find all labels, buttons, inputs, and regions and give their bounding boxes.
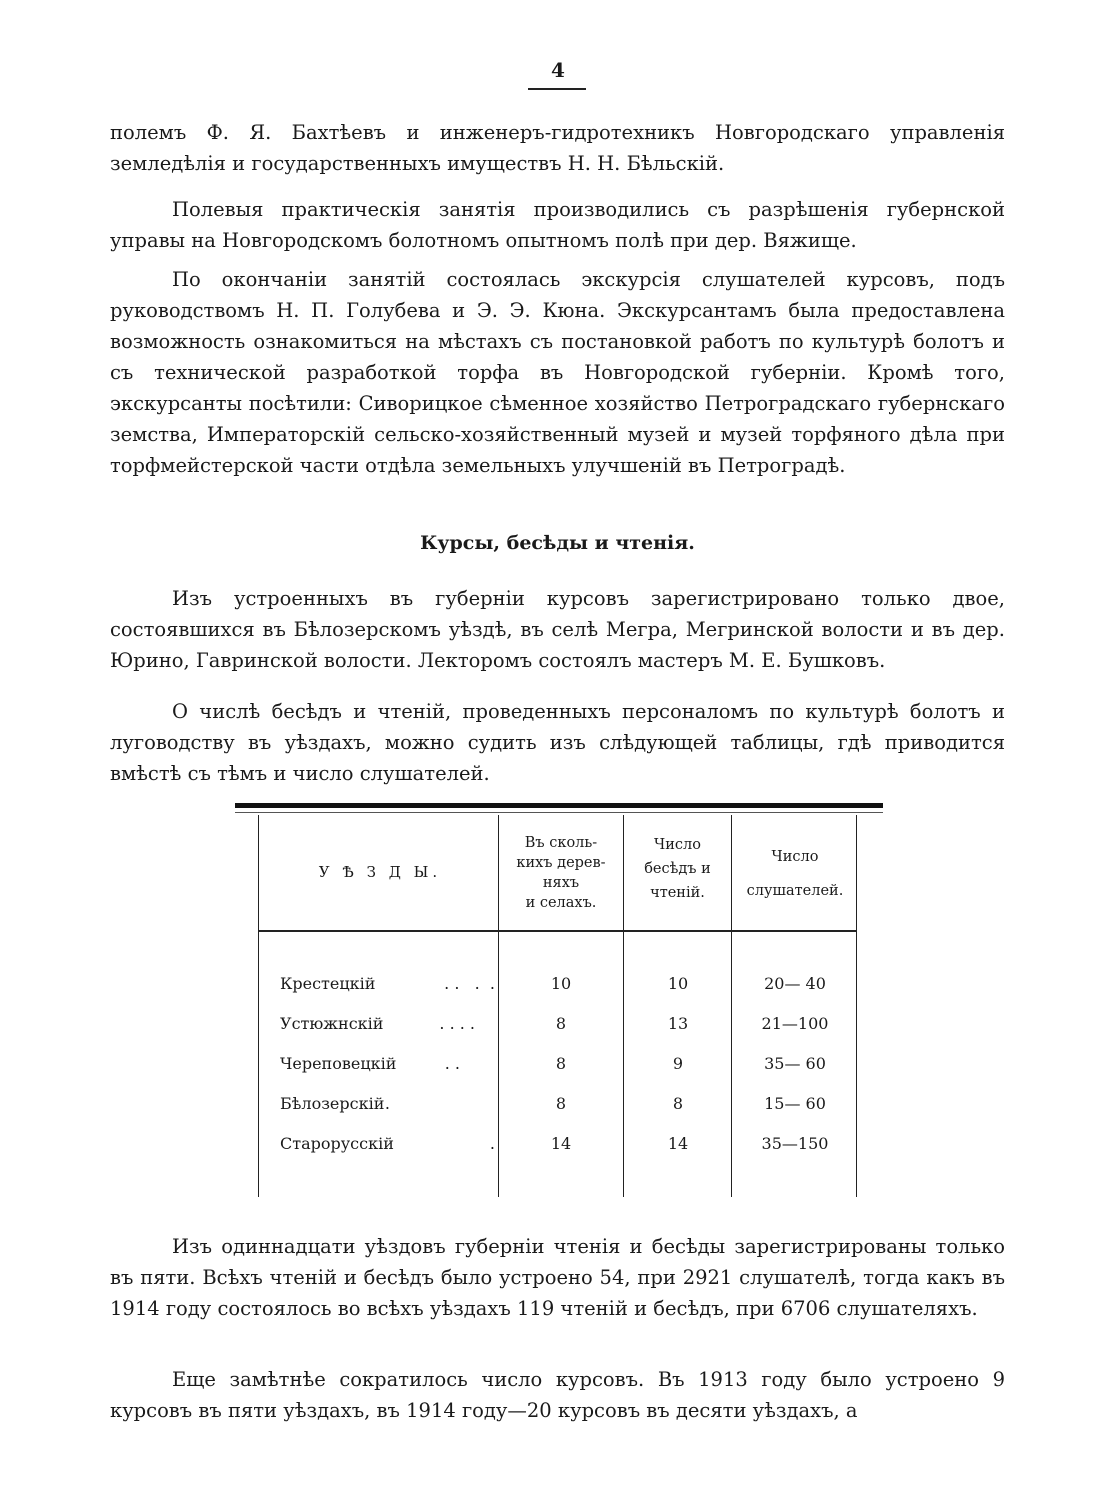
paragraph-2: Полевыя практическія занятія производились съ разрѣшенія губернской управы на Новгородскомъ болотномъ опытномъ полѣ при дер. Вяжище. [110, 198, 1005, 252]
page-number: 4 [551, 58, 565, 82]
table-right-border [856, 815, 857, 1197]
table-left-border [258, 815, 259, 1197]
table-cell-listeners: 21—100 [761, 1014, 829, 1033]
table-cell-villages: 8 [555, 1094, 567, 1113]
table-cell-leader-dots: . . . . [439, 1014, 475, 1033]
table-col-divider [731, 815, 732, 1197]
table-cell-district: Устюжнскій [280, 1014, 384, 1033]
table-cell-villages: 14 [550, 1134, 572, 1153]
table-cell-talks: 14 [667, 1134, 689, 1153]
table-cell-talks: 8 [672, 1094, 684, 1113]
table-header-talks: Число бесѣдъ и чтеній. [644, 837, 711, 901]
table-cell-district: Старорусскій [280, 1134, 394, 1153]
paragraph-1: полемъ Ф. Я. Бахтѣевъ и инженеръ-гидротехникъ Новгородскаго управленія земледѣлія и государственныхъ имуществъ Н. Н. Бѣльскій. [110, 121, 1005, 175]
table-header-villages: Въ сколь- кихъ дерев- няхъ и селахъ. [516, 835, 606, 911]
table-cell-listeners: 35—150 [761, 1134, 829, 1153]
table-cell-leader-dots: . . [444, 1054, 460, 1073]
table-cell-district: Крестецкій [280, 974, 376, 993]
section-heading: Курсы, бесѣды и чтенія. [420, 532, 695, 554]
table-header-listeners: Число слушателей. [746, 849, 844, 899]
table-cell-listeners: 15— 60 [764, 1094, 826, 1113]
table-cell-villages: 10 [550, 974, 572, 993]
table-cell-leader-dots: . [489, 1134, 495, 1153]
table-col-divider [623, 815, 624, 1197]
page-number-rule [528, 88, 586, 90]
table-cell-leader-dots: . [384, 1094, 390, 1113]
paragraph-7: Еще замѣтнѣе сократилось число курсовъ. Въ 1913 году было устроено 9 курсовъ въ пяти уѣздахъ, въ 1914 году—20 курсовъ въ десяти уѣздахъ, а [110, 1368, 1005, 1422]
table-cell-district: Бѣлозерскій [280, 1094, 385, 1113]
paragraph-5: О числѣ бесѣдъ и чтеній, проведенныхъ персоналомъ по культурѣ болотъ и луговодству въ уѣздахъ, можно судить изъ слѣдующей таблицы, гдѣ приводится вмѣстѣ съ тѣмъ и число слушателей. [110, 700, 1005, 785]
table-cell-villages: 8 [555, 1054, 567, 1073]
table-cell-listeners: 20— 40 [764, 974, 826, 993]
table-cell-listeners: 35— 60 [764, 1054, 826, 1073]
paragraph-3: По окончаніи занятій состоялась экскурсія слушателей курсовъ, подъ руководствомъ Н. П. Голубева и Э. Э. Кюна. Экскурсантамъ была предоставлена возможность ознакомиться на мѣстахъ съ постановкой работъ по культурѣ болотъ и съ технической разработкой торфа въ Новгородской губерніи. Кромѣ того, экскурсанты посѣтили: Сиворицкое сѣменное хозяйство Петроградскаго губернскаго земства, Императорскій сельско-хозяйственный музей и музей торфяного дѣла при торфмейстерской части отдѣла земельныхъ улучшеній въ Петроградѣ. [110, 268, 1005, 477]
table-top-rule [235, 803, 883, 808]
table-header-districts: У Ѣ З Д Ы. [318, 863, 442, 881]
paragraph-6: Изъ одиннадцати уѣздовъ губерніи чтенія и бесѣды зарегистрированы только въ пяти. Всѣхъ чтеній и бесѣдъ было устроено 54, при 2921 слушателѣ, тогда какъ въ 1914 году состоялось во всѣхъ уѣздахъ 119 чтеній и бесѣдъ, при 6706 слушателяхъ. [110, 1235, 1005, 1320]
table-cell-talks: 9 [672, 1054, 684, 1073]
table-cell-talks: 10 [667, 974, 689, 993]
paragraph-4: Изъ устроенныхъ въ губерніи курсовъ зарегистрировано только двое, состоявшихся въ Бѣлозерскомъ уѣздѣ, въ селѣ Мегра, Мегринской волости и въ дер. Юрино, Гавринской волости. Лекторомъ состоялъ мастеръ М. Е. Бушковъ. [110, 587, 1005, 672]
table-cell-villages: 8 [555, 1014, 567, 1033]
table-header-rule [258, 930, 856, 932]
table-cell-district: Череповецкій [280, 1054, 397, 1073]
table-cell-talks: 13 [667, 1014, 689, 1033]
table-cell-leader-dots: . . . . [444, 974, 495, 993]
table-top-thin-rule [235, 812, 883, 813]
table-col-divider [498, 815, 499, 1197]
